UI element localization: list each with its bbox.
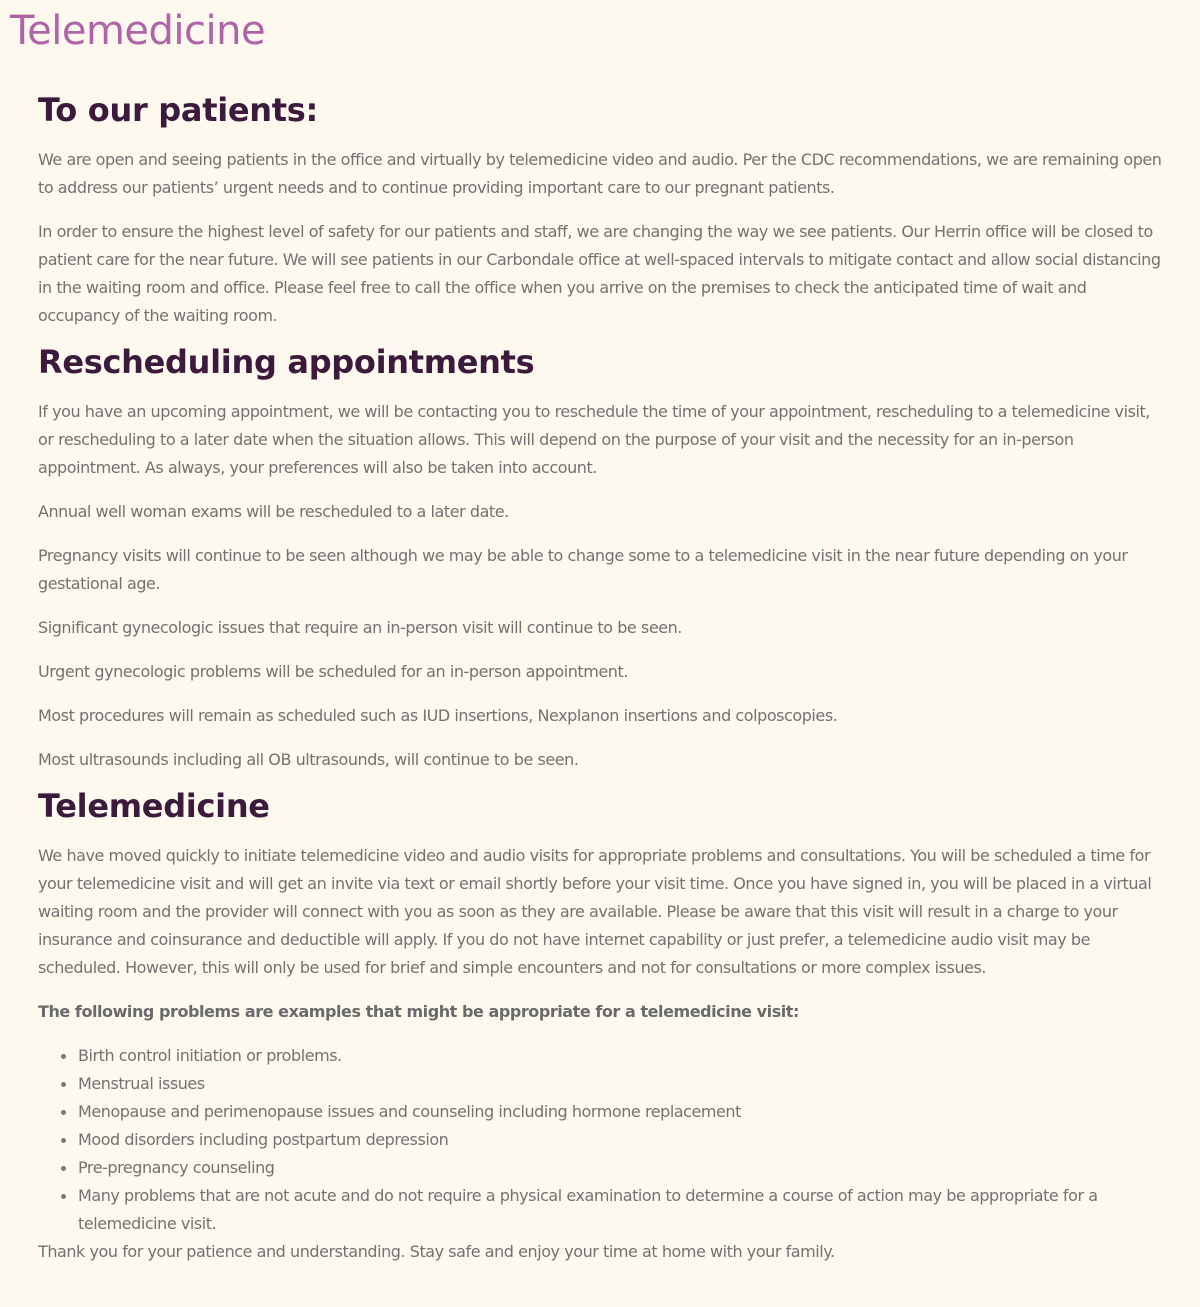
paragraph: Urgent gynecologic problems will be scheduled for an in-person appointment.: [38, 662, 628, 681]
list-item-text: Menstrual issues: [78, 1074, 205, 1093]
list-item-text: Many problems that are not acute and do not require a physical examination to determine a course of action may be appropriate for a telemedicine visit.: [78, 1186, 1098, 1233]
bullet-icon: [61, 1082, 66, 1087]
bullet-icon: [61, 1166, 66, 1171]
paragraph: Significant gynecologic issues that require an in-person visit will continue to be seen.: [38, 618, 682, 637]
bullet-icon: [61, 1054, 66, 1059]
list-item-text: Menopause and perimenopause issues and counseling including hormone replacement: [78, 1102, 741, 1121]
list-item: [78, 1126, 1168, 1154]
bullet-icon: [61, 1110, 66, 1115]
bullet-icon: [61, 1194, 66, 1199]
list-item: [78, 1098, 1168, 1126]
list-item: [78, 1070, 1168, 1098]
paragraph: If you have an upcoming appointment, we will be contacting you to reschedule the time of your appointment, rescheduling to a telemedicine visit, or rescheduling to a later date when the situation allows. This will depend on the purpose of your visit and the necessity for an in-person appointment. As always, your preferences will also be taken into account.: [38, 402, 1150, 477]
list-item: [78, 1182, 1168, 1238]
paragraph: Most procedures will remain as scheduled such as IUD insertions, Nexplanon insertions and colposcopies.: [38, 706, 838, 725]
list-intro: The following problems are examples that might be appropriate for a telemedicine visit:: [38, 1002, 799, 1021]
list-item-text: Pre-pregnancy counseling: [78, 1158, 275, 1177]
paragraph: We have moved quickly to initiate telemedicine video and audio visits for appropriate problems and consultations. You will be scheduled a time for your telemedicine visit and will get an invite via text or email shortly before your visit time. Once you have signed in, you will be placed in a virtual waiting room and the provider will connect with you as soon as they are available. Please be aware that this visit will result in a charge to your insurance and coinsurance and deductible will apply. If you do not have internet capability or just prefer, a telemedicine audio visit may be scheduled. However, this will only be used for brief and simple encounters and not for consultations or more complex issues.: [38, 846, 1152, 977]
section-heading: To our patients:: [38, 91, 318, 129]
section-heading: Rescheduling appointments: [38, 343, 535, 381]
page-title: Telemedicine: [10, 8, 266, 54]
list-item: [78, 1154, 1168, 1182]
section-telemedicine: [38, 782, 1168, 1266]
list-item-text: Mood disorders including postpartum depression: [78, 1130, 449, 1149]
section-heading: Telemedicine: [38, 787, 270, 825]
problem-list: [38, 1042, 1168, 1238]
paragraph: Most ultrasounds including all OB ultrasounds, will continue to be seen.: [38, 750, 579, 769]
paragraph: Pregnancy visits will continue to be seen although we may be able to change some to a telemedicine visit in the near future depending on your gestational age.: [38, 546, 1128, 593]
section-rescheduling: [38, 338, 1168, 774]
list-item-text: Birth control initiation or problems.: [78, 1046, 342, 1065]
section-to-our-patients: [38, 86, 1168, 330]
paragraph: We are open and seeing patients in the office and virtually by telemedicine video and audio. Per the CDC recommendations, we are remaining open to address our patients’ urgent needs and to continue providing important care to our pregnant patients.: [38, 150, 1162, 197]
paragraph: Annual well woman exams will be rescheduled to a later date.: [38, 502, 509, 521]
list-item: [78, 1042, 1168, 1070]
closing-paragraph: Thank you for your patience and understanding. Stay safe and enjoy your time at home with your family.: [38, 1242, 835, 1261]
main-content: [38, 86, 1168, 1266]
bullet-icon: [61, 1138, 66, 1143]
paragraph: In order to ensure the highest level of safety for our patients and staff, we are changing the way we see patients. Our Herrin office will be closed to patient care for the near future. We will see patients in our Carbondale office at well-spaced intervals to mitigate contact and allow social distancing in the waiting room and office. Please feel free to call the office when you arrive on the premises to check the anticipated time of wait and occupancy of the waiting room.: [38, 222, 1161, 325]
